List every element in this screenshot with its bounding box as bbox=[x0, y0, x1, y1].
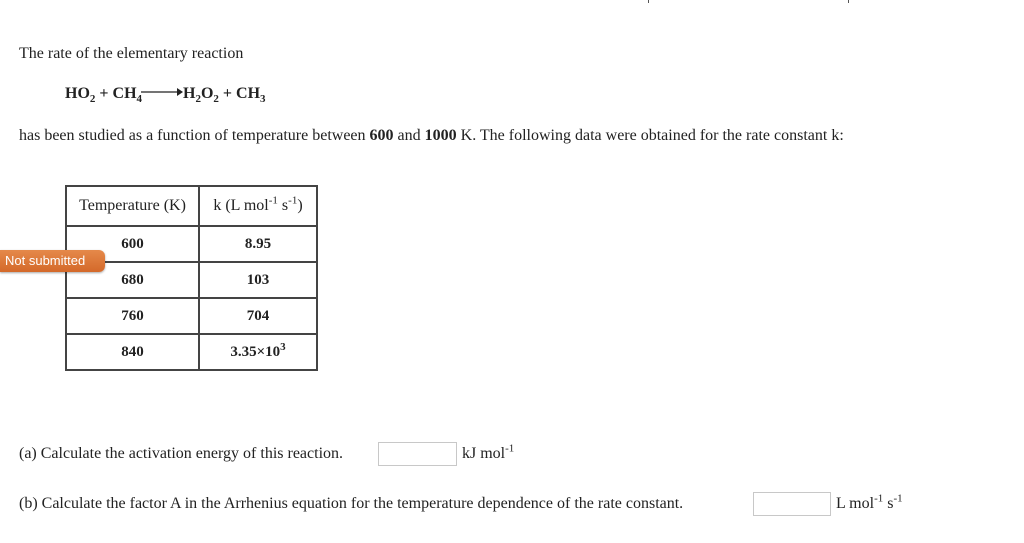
product-ch3: $CH_3$ bbox=[236, 85, 266, 105]
cell-rate-constant: 704 bbox=[199, 298, 317, 334]
rate-constant-table bbox=[65, 185, 318, 371]
cell-rate-constant: 8.95 bbox=[199, 226, 317, 262]
cell-temperature: 600 bbox=[66, 226, 199, 262]
top-edge-mark bbox=[648, 0, 649, 3]
reaction-arrow-icon bbox=[141, 87, 183, 97]
arrhenius-factor-input[interactable] bbox=[753, 492, 831, 516]
cell-temperature: 680 bbox=[66, 262, 199, 298]
top-edge-mark bbox=[848, 0, 849, 3]
reactant-ch4: $CH_4$ bbox=[112, 85, 143, 105]
reactant-ho2: $HO_2$ bbox=[65, 85, 96, 105]
reaction-equation: $HO_2 + CH_4$ $H_2O_2 + CH_3$ bbox=[65, 85, 266, 105]
table-header-row bbox=[66, 186, 317, 226]
status-badge: Not submitted bbox=[0, 250, 105, 272]
header-temperature: Temperature (K) bbox=[66, 186, 199, 226]
cell-temperature: 840 bbox=[66, 334, 199, 370]
temp-low: 600 bbox=[369, 127, 394, 144]
question-b-text: (b) Calculate the factor A in the Arrhenius equation for the temperature dependence of the rate constant. bbox=[19, 495, 684, 512]
activation-energy-unit: kJ mol$^{-1}$ bbox=[462, 442, 515, 462]
cell-rate-constant: 103 bbox=[199, 262, 317, 298]
problem-intro: The rate of the elementary reaction bbox=[19, 45, 244, 62]
product-h2o2: $H_2O_2$ bbox=[183, 85, 219, 105]
arrhenius-factor-unit: L mol$^{-1}$ $s^{-1}$ bbox=[836, 492, 903, 512]
cell-temperature: 760 bbox=[66, 298, 199, 334]
table-row bbox=[66, 334, 317, 370]
header-rate-constant: k (L mol$^{-1}$ $s^{-1}$) bbox=[199, 186, 317, 226]
cell-rate-constant: $3.35\times 10^3$ bbox=[199, 334, 317, 370]
temp-high: 1000 bbox=[424, 127, 457, 144]
question-a-text: (a) Calculate the activation energy of this reaction. bbox=[19, 445, 344, 462]
activation-energy-input[interactable] bbox=[378, 442, 457, 466]
problem-context: has been studied as a function of temperature between 600 and 1000 K. The following data were obtained for the rate constant k: bbox=[19, 127, 844, 144]
table-row bbox=[66, 298, 317, 334]
